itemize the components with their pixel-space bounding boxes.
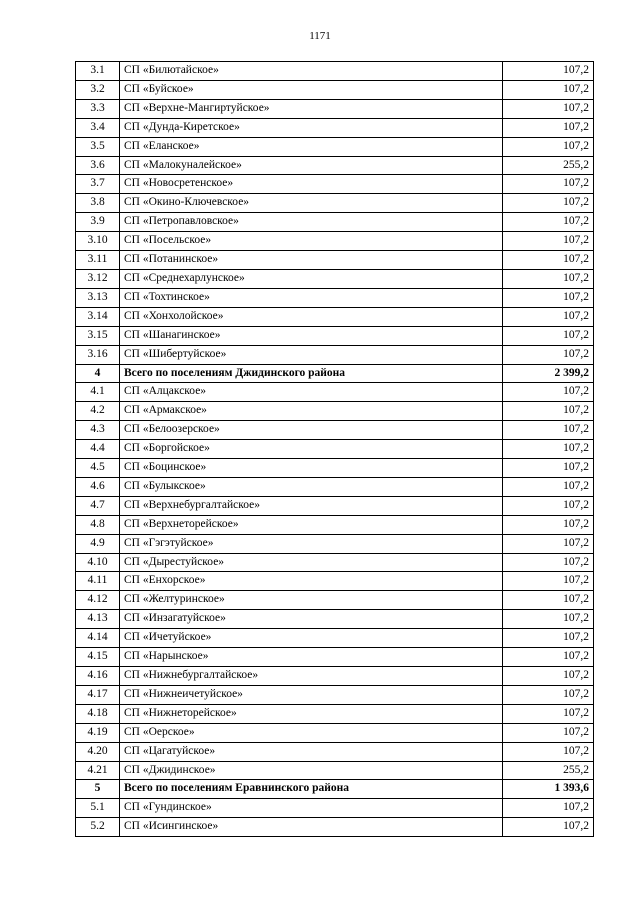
settlement-name-cell: СП «Посельское»: [120, 232, 503, 251]
settlement-name-cell: СП «Хонхолойское»: [120, 307, 503, 326]
amount-cell: 255,2: [503, 156, 594, 175]
row-number-cell: 4.3: [76, 421, 120, 440]
table-row: [76, 194, 594, 213]
row-number-cell: 4.10: [76, 553, 120, 572]
row-number-cell: 4.20: [76, 742, 120, 761]
row-number-cell: 5.2: [76, 818, 120, 837]
table-row: [76, 648, 594, 667]
amount-cell: 107,2: [503, 685, 594, 704]
table-row: [76, 232, 594, 251]
table-row: [76, 156, 594, 175]
table-row: [76, 742, 594, 761]
settlement-name-cell: СП «Верхнеторейское»: [120, 515, 503, 534]
row-number-cell: 3.10: [76, 232, 120, 251]
amount-cell: 107,2: [503, 572, 594, 591]
amount-cell: 107,2: [503, 799, 594, 818]
table-row: [76, 761, 594, 780]
table-row: [76, 118, 594, 137]
table-row: [76, 421, 594, 440]
table-row: [76, 402, 594, 421]
table-body: [76, 62, 594, 837]
amount-cell: 107,2: [503, 99, 594, 118]
settlement-name-cell: Всего по поселениям Еравнинского района: [120, 780, 503, 799]
amount-cell: 107,2: [503, 629, 594, 648]
settlement-name-cell: СП «Нижнеторейское»: [120, 704, 503, 723]
row-number-cell: 3.4: [76, 118, 120, 137]
settlement-name-cell: СП «Петропавловское»: [120, 213, 503, 232]
settlement-name-cell: СП «Исингинское»: [120, 818, 503, 837]
row-number-cell: 4.11: [76, 572, 120, 591]
table-row: [76, 629, 594, 648]
settlement-name-cell: СП «Потанинское»: [120, 251, 503, 270]
amount-cell: 107,2: [503, 421, 594, 440]
table-row: [76, 553, 594, 572]
row-number-cell: 3.14: [76, 307, 120, 326]
row-number-cell: 4: [76, 364, 120, 383]
settlement-name-cell: СП «Дунда-Киретское»: [120, 118, 503, 137]
amount-cell: 107,2: [503, 118, 594, 137]
amount-cell: 107,2: [503, 610, 594, 629]
amount-cell: 107,2: [503, 345, 594, 364]
amount-cell: 107,2: [503, 818, 594, 837]
amount-cell: 107,2: [503, 288, 594, 307]
table-row: [76, 440, 594, 459]
table-row: [76, 288, 594, 307]
table-row: [76, 251, 594, 270]
amount-cell: 107,2: [503, 251, 594, 270]
amount-cell: 1 393,6: [503, 780, 594, 799]
table-row: [76, 685, 594, 704]
table-row: [76, 534, 594, 553]
amount-cell: 107,2: [503, 496, 594, 515]
amount-cell: 107,2: [503, 553, 594, 572]
settlement-name-cell: СП «Еланское»: [120, 137, 503, 156]
settlement-name-cell: СП «Боргойское»: [120, 440, 503, 459]
amount-cell: 107,2: [503, 459, 594, 478]
amount-cell: 107,2: [503, 591, 594, 610]
settlement-name-cell: СП «Нижнеичетуйское»: [120, 685, 503, 704]
row-number-cell: 4.13: [76, 610, 120, 629]
table-row: [76, 477, 594, 496]
table-row: [76, 723, 594, 742]
table-row: [76, 459, 594, 478]
settlement-name-cell: СП «Шанагинское»: [120, 326, 503, 345]
amount-cell: 107,2: [503, 62, 594, 81]
table-row: [76, 799, 594, 818]
settlement-name-cell: СП «Армакское»: [120, 402, 503, 421]
settlement-name-cell: СП «Енхорское»: [120, 572, 503, 591]
settlement-name-cell: СП «Джидинское»: [120, 761, 503, 780]
table-row: [76, 137, 594, 156]
settlement-name-cell: СП «Тохтинское»: [120, 288, 503, 307]
row-number-cell: 3.15: [76, 326, 120, 345]
row-number-cell: 4.16: [76, 667, 120, 686]
row-number-cell: 5.1: [76, 799, 120, 818]
settlement-name-cell: СП «Нижнебургалтайское»: [120, 667, 503, 686]
amount-cell: 2 399,2: [503, 364, 594, 383]
settlement-name-cell: СП «Инзагатуйское»: [120, 610, 503, 629]
table-row: [76, 99, 594, 118]
row-number-cell: 5: [76, 780, 120, 799]
settlement-name-cell: СП «Среднехарлунское»: [120, 269, 503, 288]
table-row: [76, 80, 594, 99]
table-row: [76, 572, 594, 591]
row-number-cell: 3.1: [76, 62, 120, 81]
row-number-cell: 4.9: [76, 534, 120, 553]
settlement-name-cell: СП «Дырестуйское»: [120, 553, 503, 572]
row-number-cell: 3.8: [76, 194, 120, 213]
amount-cell: 107,2: [503, 534, 594, 553]
table-row: [76, 610, 594, 629]
row-number-cell: 3.11: [76, 251, 120, 270]
row-number-cell: 4.19: [76, 723, 120, 742]
settlement-name-cell: СП «Верхнебургалтайское»: [120, 496, 503, 515]
row-number-cell: 4.5: [76, 459, 120, 478]
settlement-name-cell: СП «Белоозерское»: [120, 421, 503, 440]
amount-cell: 107,2: [503, 383, 594, 402]
amount-cell: 107,2: [503, 232, 594, 251]
settlement-name-cell: СП «Буйское»: [120, 80, 503, 99]
amount-cell: 107,2: [503, 440, 594, 459]
table-row: [76, 269, 594, 288]
settlement-name-cell: СП «Цагатуйское»: [120, 742, 503, 761]
row-number-cell: 4.18: [76, 704, 120, 723]
settlement-name-cell: СП «Малокуналейское»: [120, 156, 503, 175]
table-row: [76, 591, 594, 610]
settlement-name-cell: СП «Верхне-Мангиртуйское»: [120, 99, 503, 118]
row-number-cell: 4.21: [76, 761, 120, 780]
table-total-row: [76, 364, 594, 383]
settlement-name-cell: СП «Алцакское»: [120, 383, 503, 402]
settlement-name-cell: СП «Гундинское»: [120, 799, 503, 818]
row-number-cell: 3.2: [76, 80, 120, 99]
amount-cell: 107,2: [503, 307, 594, 326]
table-row: [76, 704, 594, 723]
amount-cell: 107,2: [503, 667, 594, 686]
row-number-cell: 4.7: [76, 496, 120, 515]
settlement-name-cell: Всего по поселениям Джидинского района: [120, 364, 503, 383]
row-number-cell: 3.7: [76, 175, 120, 194]
page-number: 1171: [309, 30, 331, 42]
row-number-cell: 3.16: [76, 345, 120, 364]
table-row: [76, 515, 594, 534]
row-number-cell: 4.2: [76, 402, 120, 421]
settlement-name-cell: СП «Булыкское»: [120, 477, 503, 496]
row-number-cell: 4.6: [76, 477, 120, 496]
row-number-cell: 4.4: [76, 440, 120, 459]
row-number-cell: 4.15: [76, 648, 120, 667]
table-row: [76, 326, 594, 345]
amount-cell: 107,2: [503, 402, 594, 421]
settlement-name-cell: СП «Боцинское»: [120, 459, 503, 478]
amount-cell: 255,2: [503, 761, 594, 780]
row-number-cell: 3.12: [76, 269, 120, 288]
row-number-cell: 4.14: [76, 629, 120, 648]
row-number-cell: 3.13: [76, 288, 120, 307]
amount-cell: 107,2: [503, 213, 594, 232]
settlement-name-cell: СП «Оерское»: [120, 723, 503, 742]
table-row: [76, 307, 594, 326]
settlement-name-cell: СП «Шибертуйское»: [120, 345, 503, 364]
settlement-name-cell: СП «Окино-Ключевское»: [120, 194, 503, 213]
row-number-cell: 3.5: [76, 137, 120, 156]
row-number-cell: 4.17: [76, 685, 120, 704]
row-number-cell: 4.1: [76, 383, 120, 402]
amount-cell: 107,2: [503, 723, 594, 742]
amount-cell: 107,2: [503, 704, 594, 723]
row-number-cell: 4.8: [76, 515, 120, 534]
amount-cell: 107,2: [503, 137, 594, 156]
table-row: [76, 667, 594, 686]
amount-cell: 107,2: [503, 742, 594, 761]
amount-cell: 107,2: [503, 175, 594, 194]
settlement-name-cell: СП «Желтуринское»: [120, 591, 503, 610]
amount-cell: 107,2: [503, 194, 594, 213]
table-row: [76, 345, 594, 364]
row-number-cell: 3.6: [76, 156, 120, 175]
row-number-cell: 3.9: [76, 213, 120, 232]
settlements-table: [75, 61, 594, 837]
row-number-cell: 4.12: [76, 591, 120, 610]
table-row: [76, 496, 594, 515]
amount-cell: 107,2: [503, 477, 594, 496]
settlement-name-cell: СП «Новосретенское»: [120, 175, 503, 194]
amount-cell: 107,2: [503, 80, 594, 99]
settlement-name-cell: СП «Билютайское»: [120, 62, 503, 81]
table-row: [76, 818, 594, 837]
table-row: [76, 175, 594, 194]
table-row: [76, 213, 594, 232]
amount-cell: 107,2: [503, 648, 594, 667]
settlement-name-cell: СП «Нарынское»: [120, 648, 503, 667]
settlement-name-cell: СП «Гэгэтуйское»: [120, 534, 503, 553]
table-row: [76, 62, 594, 81]
amount-cell: 107,2: [503, 269, 594, 288]
table-total-row: [76, 780, 594, 799]
table-row: [76, 383, 594, 402]
settlement-name-cell: СП «Ичетуйское»: [120, 629, 503, 648]
amount-cell: 107,2: [503, 515, 594, 534]
row-number-cell: 3.3: [76, 99, 120, 118]
amount-cell: 107,2: [503, 326, 594, 345]
